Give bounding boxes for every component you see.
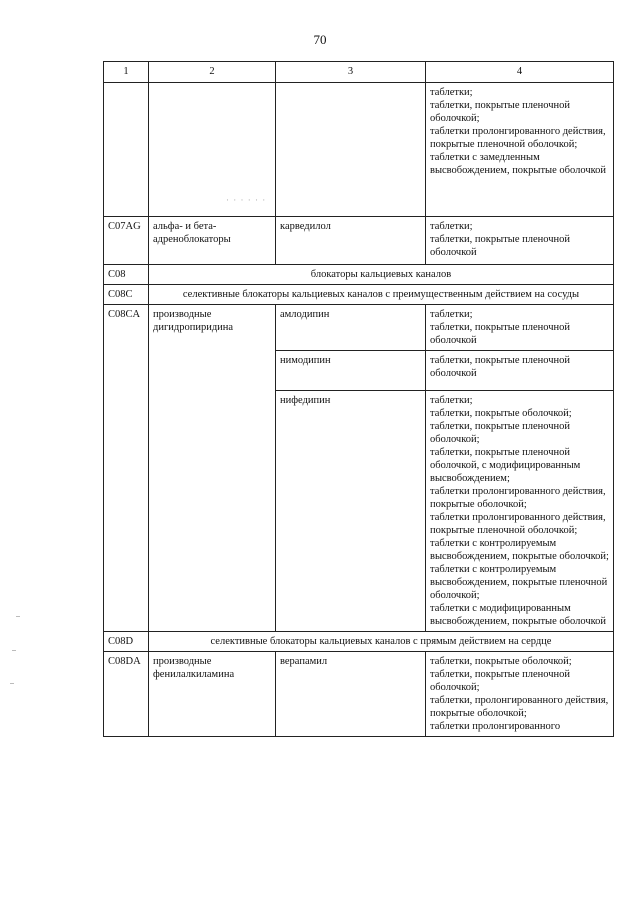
dosage-form: таблетки, покрытые пленочной оболочкой [430,234,571,258]
scan-margin-mark [12,650,16,651]
dosage-form: таблетки; [430,395,473,406]
dosage-form: таблетки, покрытые пленочной оболочкой, с модифицированным высвобождением; [430,447,581,484]
dosage-form: таблетки, покрытые оболочкой; [430,656,572,667]
dosage-forms-cell [426,652,614,737]
dosage-form: таблетки; [430,309,473,320]
table-header-row [104,62,614,83]
dosage-form: таблетки, покрытые пленочной оболочкой [430,322,571,346]
scan-artifact-dots: · · · · · · [226,195,267,205]
table-row [104,83,614,217]
column-header: 3 [276,62,426,83]
group-cell [149,83,276,217]
dosage-form: таблетки, покрытые пленочной оболочкой; [430,100,571,124]
dosage-form: таблетки пролонгированного действия, покрытые оболочкой; [430,486,606,510]
table-row [104,217,614,265]
dosage-form: таблетки с контролируемым высвобождением, покрытые пленочной оболочкой; [430,564,608,601]
page-number: 70 [313,32,327,47]
atc-code-cell: C08DA [104,652,149,737]
table-row [104,632,614,652]
dosage-form: таблетки с контролируемым высвобождением, покрытые оболочкой; [430,538,609,562]
table-row [104,285,614,305]
dosage-form: таблетки; [430,221,473,232]
drug-table [103,61,614,737]
dosage-form: таблетки пролонгированного [430,721,561,732]
table-row [104,305,614,351]
dosage-form: таблетки пролонгированного действия, покрытые пленочной оболочкой; [430,126,606,150]
group-cell: альфа- и бета-адреноблокаторы [149,217,276,265]
drug-cell: нифедипин [276,391,426,632]
column-header: 1 [104,62,149,83]
dosage-form: таблетки; [430,87,473,98]
drug-cell: верапамил [276,652,426,737]
dosage-form: таблетки пролонгированного действия, покрытые пленочной оболочкой; [430,512,606,536]
dosage-form: таблетки, покрытые пленочной оболочкой [430,355,571,379]
column-header: 2 [149,62,276,83]
atc-code-cell: C08 [104,265,149,285]
group-cell: производные дигидропиридина [149,305,276,632]
atc-code-cell: C07AG [104,217,149,265]
column-header: 4 [426,62,614,83]
group-span-cell: блокаторы кальциевых каналов [149,265,614,285]
dosage-forms-cell [426,83,614,217]
dosage-form: таблетки, покрытые пленочной оболочкой; [430,421,571,445]
dosage-form: таблетки, пролонгированного действия, покрытые оболочкой; [430,695,609,719]
dosage-forms-cell [426,391,614,632]
drug-cell: карведилол [276,217,426,265]
scan-margin-mark [10,683,14,684]
group-span-cell: селективные блокаторы кальциевых каналов с прямым действием на сердце [149,632,614,652]
table-row [104,265,614,285]
dosage-form: таблетки с замедленным высвобождением, покрытые оболочкой [430,152,607,176]
atc-code-cell: C08C [104,285,149,305]
dosage-form: таблетки с модифицированным высвобождением, покрытые оболочкой [430,603,607,627]
drug-cell: нимодипин [276,351,426,391]
atc-code-cell [104,83,149,217]
group-cell: производные фенилалкиламина [149,652,276,737]
scan-margin-mark [16,616,20,617]
dosage-form: таблетки, покрытые пленочной оболочкой; [430,669,571,693]
group-span-cell: селективные блокаторы кальциевых каналов с преимущественным действием на сосуды [149,285,614,305]
table-row [104,652,614,737]
dosage-forms-cell [426,217,614,265]
dosage-forms-cell [426,351,614,391]
atc-code-cell: C08D [104,632,149,652]
dosage-form: таблетки, покрытые оболочкой; [430,408,572,419]
atc-code-cell: C08CA [104,305,149,632]
drug-cell: амлодипин [276,305,426,351]
dosage-forms-cell [426,305,614,351]
drug-cell [276,83,426,217]
